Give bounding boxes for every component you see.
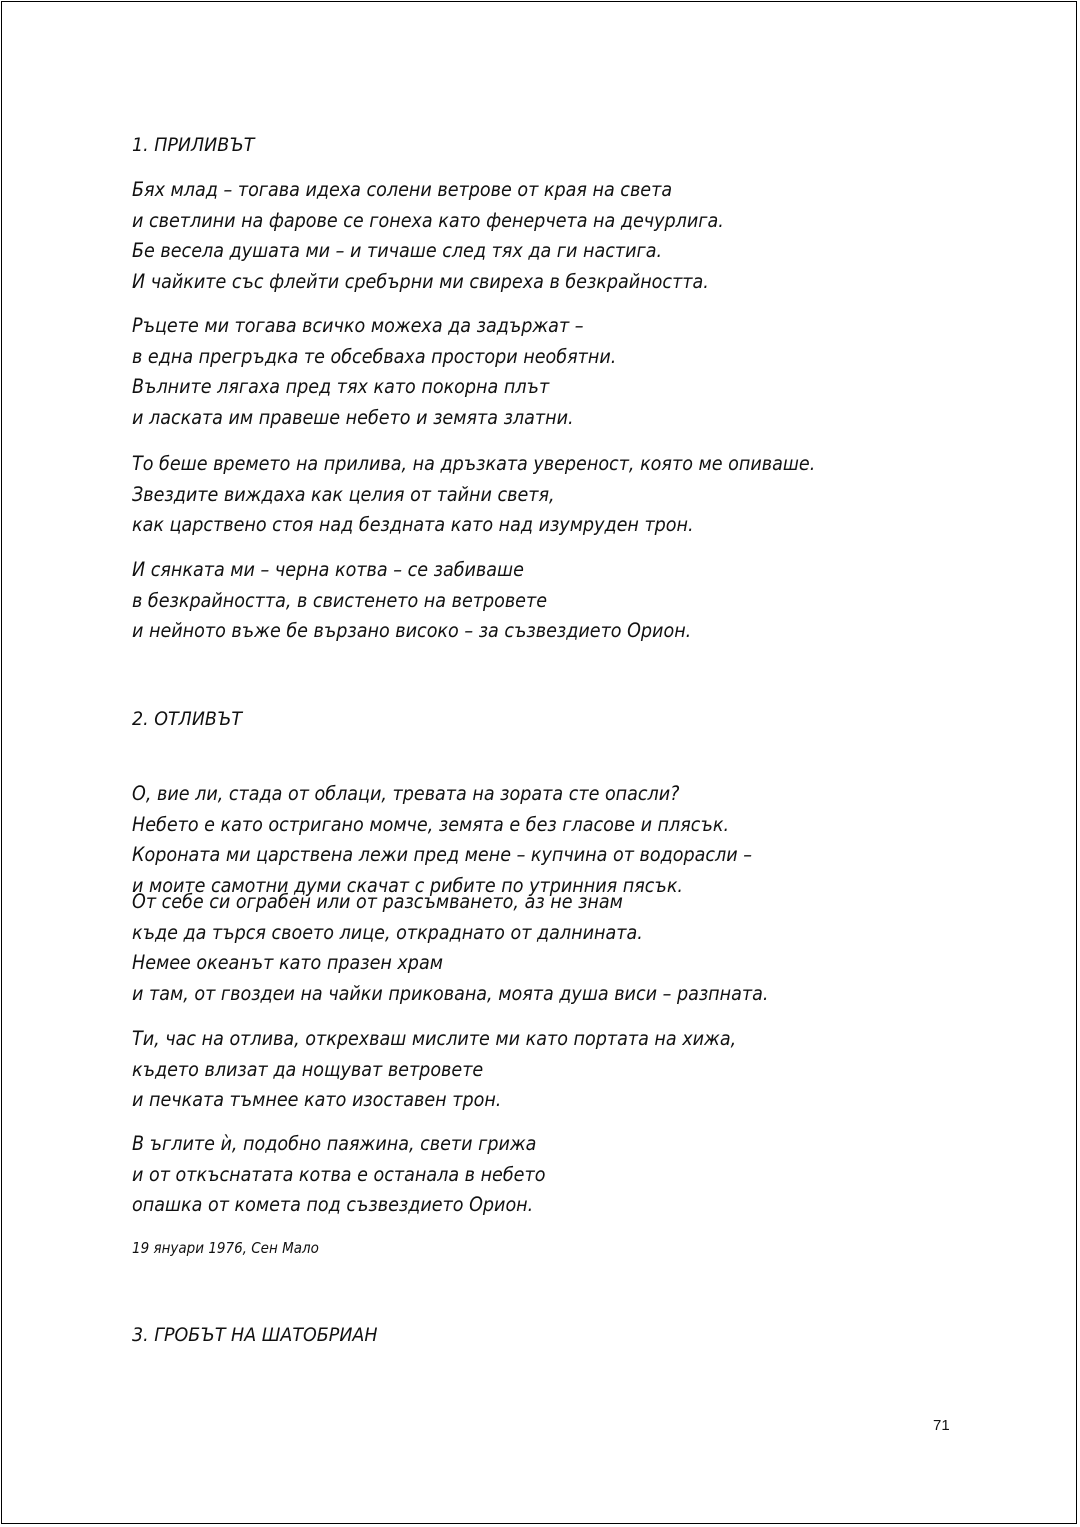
verse-line: и от откъснатата котва е останала в небето <box>132 1162 546 1186</box>
stanza <box>132 175 790 297</box>
verse-line: Ръцете ми тогава всичко можеха да задържат – <box>132 314 584 337</box>
verse-line: Звездите виждаха как целия от тайни светя, <box>132 482 555 506</box>
verse-line: и ласката им правеше небето и земята златни. <box>132 405 574 429</box>
poem-date: 19 януари 1976, Сен Мало <box>132 1239 319 1257</box>
stanza <box>132 1129 591 1221</box>
verse-line: И сянката ми – черна котва – се забиваше <box>132 558 524 581</box>
page-number: 71 <box>933 1417 950 1434</box>
section-title: 1. ПРИЛИВЪТ <box>132 134 255 156</box>
verse-line: О, вие ли, стада от облаци, тревата на зората сте опасли? <box>132 782 680 805</box>
verse-line: Немее океанът като празен храм <box>132 951 443 974</box>
verse-line: и печката тъмнее като изоставен трон. <box>132 1088 502 1111</box>
verse-line: в безкрайността, в свистенето на ветровете <box>132 588 548 612</box>
verse-line: в една прегръдка те обсебваха простори необятни. <box>132 344 617 368</box>
verse-line: То беше времето на прилива, на дръзката увереност, която ме опиваше. <box>132 452 816 475</box>
stanza <box>132 779 821 901</box>
verse-line: къде да търся своето лице, откраднато от далнината. <box>132 920 643 944</box>
verse-line: как царствено стоя над бездната като над изумруден трон. <box>132 513 694 536</box>
section-title: 2. ОТЛИВЪТ <box>132 708 243 730</box>
verse-line: Вълните лягаха пред тях като покорна плът <box>132 375 550 398</box>
stanza <box>132 1024 803 1116</box>
verse-line: и светлини на фарове се гонеха като фенерчета на дечурлига. <box>132 208 724 232</box>
verse-line: и там, от гвоздеи на чайки прикована, моята душа виси – разпната. <box>132 981 769 1005</box>
verse-line: и нейното въже бе вързано високо – за съзвездието Орион. <box>132 619 692 642</box>
page <box>1 1 1077 1524</box>
stanza <box>132 887 839 1009</box>
verse-line: Короната ми царствена лежи пред мене – купчина от водорасли – <box>132 843 752 866</box>
verse-line: Ти, час на отлива, открехваш мислите ми като портата на хижа, <box>132 1027 737 1050</box>
stanza <box>132 311 670 433</box>
section-title: 3. ГРОБЪТ НА ШАТОБРИАН <box>132 1324 378 1346</box>
stanza <box>132 555 753 647</box>
verse-line: Небето е като остригано момче, земята е без гласове и плясък. <box>132 812 730 836</box>
verse-line: В ъглите ѝ, подобно паяжина, свети грижа <box>132 1132 537 1155</box>
verse-line: Бях млад – тогава идеха солени ветрове от края на света <box>132 178 673 201</box>
verse-line: Бе весела душата ми – и тичаше след тях да ги настига. <box>132 239 663 262</box>
verse-line: опашка от комета под съзвездието Орион. <box>132 1193 534 1216</box>
stanza <box>132 449 891 541</box>
verse-line: където влизат да нощуват ветровете <box>132 1057 484 1081</box>
verse-line: и моите самотни думи скачат с рибите по утринния пясък. <box>132 873 684 897</box>
verse-line: И чайките със флейти сребърни ми свиреха в безкрайността. <box>132 269 709 293</box>
verse-line: От себе си ограбен или от разсъмването, аз не знам <box>132 890 623 913</box>
